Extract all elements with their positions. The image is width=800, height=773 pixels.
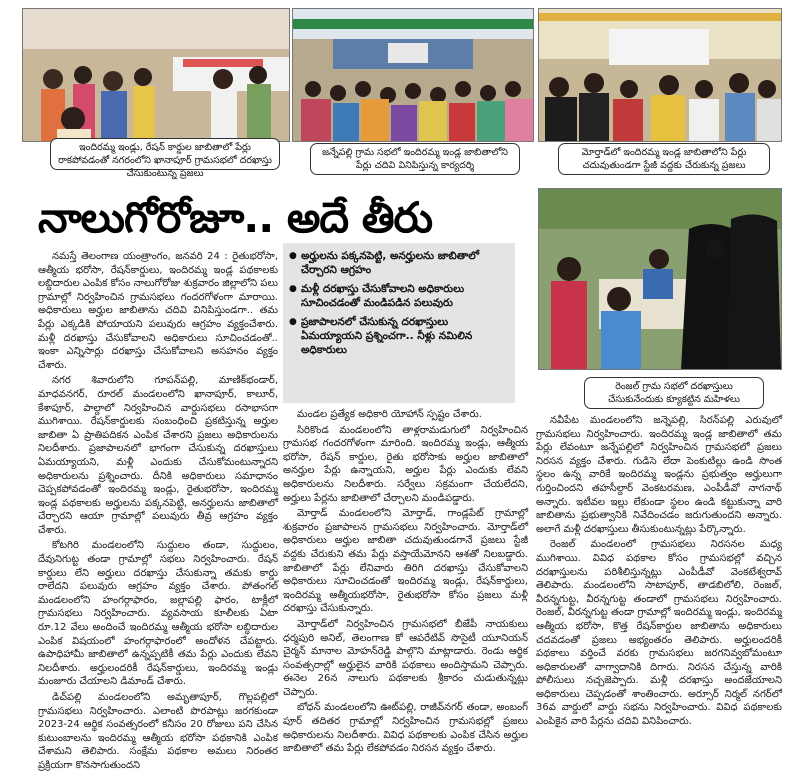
photo-top-right (538, 8, 782, 142)
crowd-photo-image (293, 9, 533, 141)
highlight-item: ● అర్హులను పక్కనపెట్టి, అనర్హులను జాబితాలో చేర్చారని ఆగ్రహం (289, 249, 507, 277)
paragraph: బోధన్ మండలంలోని ఊట్‌పల్లి, రాజీవ్‌నగర్ తండా, అంబంగ్ పూర్ తదితర గ్రామాల్లో నిర్వహించిన గ్రామసభల్లో ప్రజలు అధికారులను నిలదీశారు. వివిధ పథకాలకు ఎంపిక చేసిన అర్హుల జాబితాలో తమ పేర్లు లేకపోవడం నిరసన వ్యక్తం చేశారు. (283, 702, 528, 755)
photo-top-left (22, 8, 290, 142)
highlights-box (283, 243, 515, 403)
adjacent-page-edge (0, 0, 16, 744)
photo-right (538, 188, 782, 370)
paragraph: నవీపేట మండలంలోని జన్నెపల్లి, సిరన్‌పల్లి ఎరువులో గ్రామసభలు నిర్వహించారు. ఇందిరమ్మ ఇండ్ల జాబితాలో తమ పేర్లు లేవంటూ జన్నేపల్లిలో నిర్వహించిన గ్రామసభలో ప్రజలు నిరసన వ్యక్తం చేశారు. గుడిసె లేదా పెంకుటిల్లు ఉండి సొంత స్థలం ఉన్న వారికే ఇందిరమ్మ ఇండ్లను ప్రభుత్వం అర్హులుగా గుర్తించిందని తహసీల్దార్ వెంకటరమణ, ఎంపీడీవో నాగనాథ్ అన్నారు. ఇటీవల ఇల్లు లేకుండా స్థలం ఉండి కట్టుకున్నా వారి జాబితాను ప్రభుత్వానికి నివేదించడం జరుగుతుందని అన్నారు. అలాగే మళ్లీ దరఖాస్తులు తీసుకుంటున్నట్లు పేర్కొన్నారు. (536, 415, 782, 535)
photo-top-right-caption: మోర్తాడ్‌లో ఇందిరమ్మ ఇండ్ల జాబితాలోని పేర్లు చదువుతుండగా స్టేజీ వద్దకు చేరుకున్న ప్రజలు (558, 143, 770, 175)
article-column-1 (38, 250, 278, 771)
photo-top-middle (292, 8, 534, 142)
photo-top-middle-caption: జన్నేపల్లి గ్రామ సభలో ఇందిరమ్మ ఇండ్ల జాబితాలోని పేర్లు చదివి వినిపిస్తున్న కార్యదర్శి (310, 143, 520, 175)
paragraph: సిరికొండ మండలంలోని తాళ్లరామడుగులో నిర్వహించిన గ్రామసభ గందరగోళంగా మారింది. ఇందిరమ్మ ఇండ్లు, ఆత్మీయ భరోసా, రేషన్ కార్డుల, రైతు భరోసాకు అర్హుల జాబితాలో అనర్హుల పేర్లు ఉన్నాయని, అర్హుల పేర్లు ఎందుకు లేవని అధికారులను నిలదీశారు. సర్వేలు సక్రమంగా చేయలేదని, అర్హులు పేర్లను జాబితాలో చేర్చాలని మండిపడ్డారు. (283, 424, 528, 504)
highlight-item: ● మళ్లీ దరఖాస్తు చేసుకోవాలని అధికారులు సూచించడంతో మండిపడిన పలువురు (289, 282, 507, 310)
headline: నాలుగోరోజూ.. అదే తీరు (38, 193, 432, 242)
photo-top-left-caption: ఇందిరమ్మ ఇండ్లు, రేషన్ కార్డుల జాబితాలో పేర్లు రాకపోవడంతో నగరంలోని ఖానాపూర్ గ్రామసభలో దరఖాస్తు చేసుకుంటున్న ప్రజలు (50, 138, 280, 170)
paragraph: మోర్తాడ్‌లో నిర్వహించిన గ్రామసభలో బీజేపీ నాయకులు ధర్మపురి అనిల్, తెలంగాణ కో ఆపరేటివ్ సొసైటీ యూనియన్ చైర్మన్ మానాల మోహన్‌రెడ్డి పాల్గొని మాట్లాడారు. రెండు ఆర్థిక సంవత్సరాల్లో అర్హులైన వారికి పథకాలు అందిస్తామని చెప్పారు. ఈనెల 26న నాలుగు పథకాలకు శ్రీకారం చుడుతున్నట్లు చెప్పారు. (283, 618, 528, 698)
crowd-photo-image (539, 9, 781, 141)
crowd-photo-image (23, 9, 289, 141)
highlight-item: ● ప్రజాపాలనలో చేసుకున్న దరఖాస్తులు ఏమయ్యాయని ప్రశ్నించగా.. నీళ్లు నమిలిన అధికారులు (289, 315, 507, 357)
photo-right-caption: రెంజల్ గ్రామ సభలో దరఖాస్తులు చేసుకునేందుకు క్యూకట్టిన మహిళలు (584, 377, 764, 409)
paragraph: డిచ్‌పల్లి మండలంలోని అమృతాపూర్, గొల్లపల్లిలో గ్రామసభలు నిర్వహించారు. ఎలాంటి పొరపాట్లు జరగకుండా 2023-24 ఆర్థిక సంవత్సరంలో కనీసం 20 రోజులు పని చేసిన కుటుంబాలను ఇందిరమ్మ ఆత్మీయ భరోసా పథకానికి ఎంపిక చేశామని తెలిపారు. సంక్షేమ పథకాల అమలు నిరంతర ప్రక్రియగా కొనసాగుతుందని (38, 692, 278, 771)
paragraph: కోటగిరి మండలంలోని సుద్దులం తండా, సుద్దులం, దేవునిగుట్ట తండా గ్రామాల్లో సభలు నిర్వహించారు. రేషన్ కార్డులు లేని అర్హులు దరఖాస్తు చేసుకున్నా తమకు కార్డు రాలేదని పలువురు ఆగ్రహం వ్యక్తం చేశారు. పోతంగల్ మండలంలోని హంగర్గాఫారం, జల్లాపల్లి ఫారం, టాక్లీలో గ్రామసభలు నిర్వహించారు. వ్యవసాయ కూలీలకు ఏటా రూ.12 వేలు అందించే ఇందిరమ్మ ఆత్మీయ భరోసా లబ్ధిదారుల ఎంపిక విషయంలో హంగర్గాఫారంలో అందోళన చేపట్టారు. ఉపాధిహామీ జాబితాలో ఉన్నప్పటికీ తమ పేర్లు ఎందుకు లేవని నిలదీశారు. అర్హులందరికీ రేషన్‌కార్డులు, ఇందిరమ్మ ఇండ్లు మంజూరు చేయాలని డిమాండ్ చేశారు. (38, 540, 278, 688)
paragraph: నమస్తే తెలంగాణ యంత్రాంగం, జనవరి 24 : రైతుభరోసా, ఆత్మీయ భరోసా, రేషన్‌కార్డులు, ఇందిరమ్మ ఇండ్ల పథకాలకు లబ్ధిదారుల ఎంపిక కోసం నాలుగోరోజు శుక్రవారం జిల్లాలోని పలు గ్రామాల్లో నిర్వహించిన గ్రామసభలు గందరగోళంగా మారాయి. అధికారులు అర్హుల జాబితాను చదివి వినిపిస్తుండగా.. తమ పేర్లు ఎక్కడికి పోయాయని పలువురు ఆగ్రహం వ్యక్తంచేశారు. మళ్లీ దరఖాస్తు చేసుకోవాలని అధికారులు సూచించడంతో.. ఇంకా ఎన్నిసార్లు దరఖాస్తు చేసుకోవాలని అసహనం వ్యక్తం చేశారు. (38, 251, 278, 371)
article-column-3 (536, 414, 782, 738)
paragraph: రెంజల్ మండలంలో గ్రామసభలు నిరసనల మధ్య ముగిశాయి. వివిధ పథకాల కోసం గ్రామసభల్లో వచ్చిన దరఖాస్తులను పరిశీలిస్తున్నట్లు ఎంపీడీవో వెంకటేశ్వరావ్ తెలిపారు. మండలంలోని సాటాపూర్, తాడబిలోలి, రెంజల్, వీరన్నగుట్ట, వీరన్నగుట్ట తండాలో గ్రామసభలు నిర్వహించారు. రెంజల్, వీరన్నగుట్ట తండా గ్రామాల్లో ఇందిరమ్మ ఇండ్లు, ఇందిరమ్మ ఆత్మీయ భరోసా, కొత్త రేషన్‌కార్డుల జాబితాను అధికారులు చదవడంతో ప్రజలు అభ్యంతరం తెలిపారు. అర్హులందరికీ పథకాలు వర్తించే వరకు గ్రామసభలు జరగనివ్వబోమంటూ అధికారులతో వాగ్వాదానికి దిగారు. నిరసన చేస్తున్న వారికి పోలీసులు నచ్చజెప్పారు. మళ్లీ దరఖాస్తు అందజేయాలని అధికారులు చెప్పడంతో శాంతించారు. అర్సూర్ నిర్మల్ నగర్‌లో 36వ వార్డులో వార్డు సభను నిర్వహించారు. వివిధ పథకాలకు ఎంపికైన వారి పేర్లను చదివి వినిపించారు. (536, 539, 782, 728)
paragraph: నగర శివారులోని గూపన్‌పల్లి, మాణిక్‌భండార్, మాధవనగర్, రూరల్ మండలంలోని ఖానాపూర్, కాలూర్, కేశాపూర్, పాల్దాలో నిర్వహించిన వార్డుసభలు రసాభాసగా ముగిశాయి. రేషన్‌కార్డులకు సంబంధించి ప్రకటిస్తున్న అర్హుల జాబితా ఏ ప్రాతిపదికన ఎంపిక చేశారని ప్రజలు అధికారులను నిలదీశారు. ప్రజాపాలనలో భాగంగా చేసుకున్న దరఖాస్తులు ఏమయ్యాయని, మళ్లీ ఎందుకు చేసుకోమంటున్నారని అధికారులను ప్రశ్నించారు. దీనికి అధికారులు సమాధానం చెప్పకపోవడంతో ఇందిరమ్మ ఇండ్లు, రైతుభరోసా, ఇందిరమ్మ ఇండ్ల పథకాలకు అర్హులను పక్కనపెట్టి, అనర్హులను జాబితాలో చేర్చారని ఆయా గ్రామాల్లో పలువురు తీవ్ర ఆగ్రహం వ్యక్తం చేశారు. (38, 375, 278, 536)
paragraph: మోర్తాడ్ మండలంలోని మోర్తాడ్, గాండ్లపేట్ గ్రామాల్లో శుక్రవారం ప్రజాపాలన గ్రామసభలు నిర్వహించారు. మోర్తాడ్‌లో అధికారులు అర్హుల జాబితా చదువుతుండగానే ప్రజలు స్టేజీ వద్దకు చేరుకుని తమ పేర్లు వస్తాయేమోనని ఆశతో నిలబడ్డారు. జాబితాలో పేర్లు లేనివారు తిరిగి దరఖాస్తు చేసుకోవాలని అధికారులు సూచించడంతో ఇందిరమ్మ ఇండ్లు, రేషన్‌కార్డులు, ఇందిరమ్మ ఆత్మీయభరోసా, రైతుభరోసా కోసం ప్రజలు మళ్లీ దరఖాస్తు చేసుకున్నారు. (283, 508, 528, 615)
paragraph: మండల ప్రత్యేక అధికారి యోహాన్ స్పష్టం చేశారు. (297, 409, 482, 420)
article-column-2 (283, 408, 528, 755)
women-queue-photo-image (539, 189, 781, 369)
